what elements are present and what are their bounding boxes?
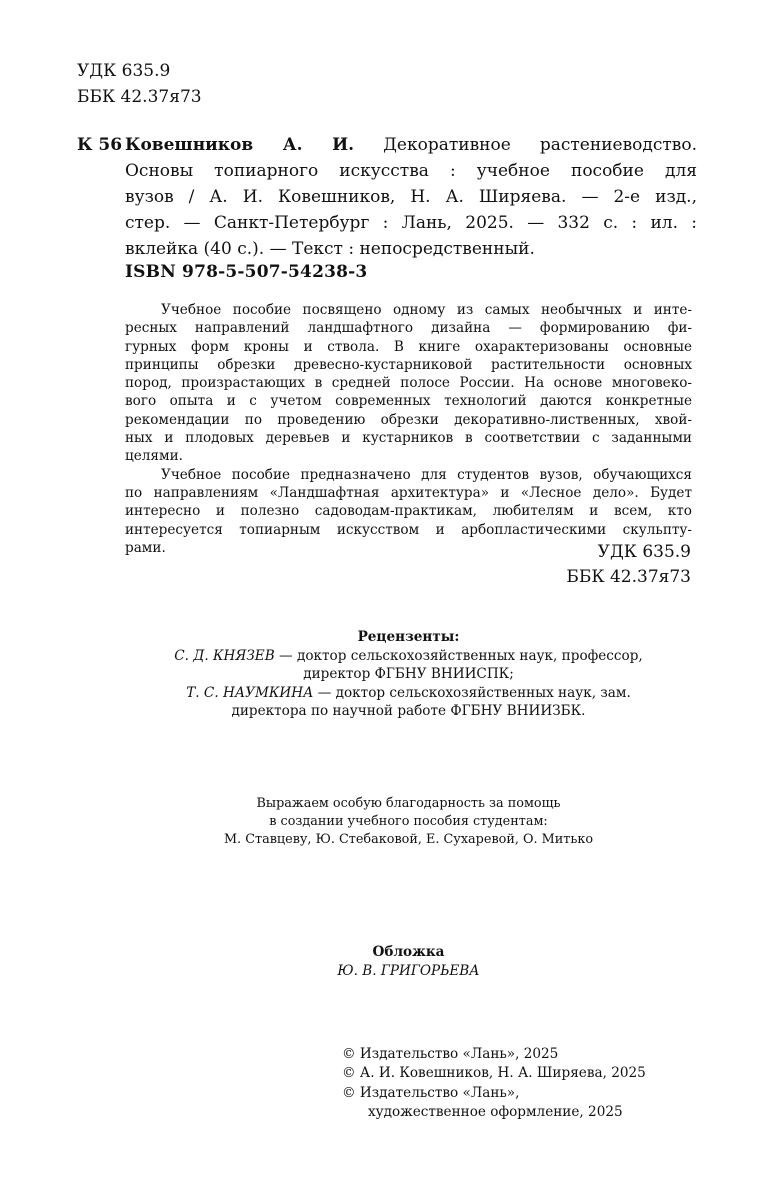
annotation-line: Учебное пособие предназначено для студентов вузов, обучающихся — [161, 466, 692, 483]
bbk-code: ББК 42.37я73 — [77, 87, 202, 107]
annotation-line: по направлениям «Ландшафтная архитектура» и «Лесное дело». Будет — [125, 484, 692, 501]
entry-line: вклейка (40 с.). — Текст : непосредственный. — [125, 239, 535, 259]
annotation-line: интересно и полезно садоводам-практикам, любителям и всем, кто — [125, 503, 692, 520]
book-title: Декоративное растениеводство. — [354, 135, 697, 155]
cover-heading: Обложка — [372, 944, 445, 960]
reviewer-description: — доктор сельскохозяйственных наук, профессор, — [274, 647, 643, 664]
entry-line: стер. — Санкт-Петербург : Лань, 2025. — 332 с. : ил. : — [125, 213, 697, 233]
copyright-line: художественное оформление, 2025 — [368, 1103, 623, 1120]
cover-credit — [125, 943, 692, 980]
bbk-code: ББК 42.37я73 — [566, 567, 691, 587]
annotation-line: вого опыта и с учетом современных технологий даются конкретные — [125, 393, 692, 410]
annotation-line: рекомендации по проведению обрезки декоративно-лиственных, хвой- — [125, 411, 692, 428]
annotation-line: интересуется топиарным искусством и арбопластическими скульпту- — [125, 521, 692, 538]
annotation-line: гурных форм кроны и ствола. В книге охарактеризованы основные — [125, 338, 692, 355]
author-mark: К 56 — [77, 135, 123, 155]
udk-code: УДК 635.9 — [77, 61, 171, 81]
annotation-line: ресных направлений ландшафтного дизайна — формированию фи- — [125, 320, 692, 337]
reviewer-line — [125, 684, 692, 703]
entry-line: вузов / А. И. Ковешников, Н. А. Ширяева. — 2-е изд., — [125, 187, 697, 207]
entry-line: Основы топиарного искусства : учебное пособие для — [125, 161, 697, 181]
acknowledgement-line: М. Ставцеву, Ю. Стебаковой, Е. Сухаревой, О. Митько — [223, 832, 594, 847]
reviewers-block — [125, 628, 692, 721]
annotation-line: пород, произрастающих в средней полосе России. На основе многовеко- — [125, 375, 692, 392]
reviewer-name: С. Д. КНЯЗЕВ — [174, 647, 275, 664]
reviewer-name: Т. С. НАУМКИНА — [186, 684, 314, 701]
annotation-line: целями. — [125, 448, 183, 465]
reviewer-line: директора по научной работе ФГБНУ ВНИИЗБК. — [231, 703, 586, 719]
reviewers-heading: Рецензенты: — [357, 629, 460, 645]
entry-line — [125, 132, 697, 158]
annotation-line: принципы обрезки древесно-кустарниковой растительности основных — [125, 356, 692, 373]
acknowledgements — [125, 795, 692, 849]
copyright-line: © Издательство «Лань», 2025 — [342, 1046, 559, 1062]
copyright-block — [342, 1045, 646, 1122]
reviewer-line: директор ФГБНУ ВНИИСПК; — [303, 666, 514, 682]
udk-code: УДК 635.9 — [597, 542, 691, 562]
copyright-line: © Издательство «Лань», — [342, 1084, 520, 1101]
author-name: Ковешников А. И. — [125, 135, 355, 155]
reviewer-line — [125, 647, 692, 666]
annotation-line: ных и плодовых деревьев и кустарников в соответствии с заданными — [125, 430, 692, 447]
classification-codes-top — [77, 58, 202, 110]
classification-codes-bottom — [566, 540, 691, 590]
acknowledgement-line: в создании учебного пособия студентам: — [269, 814, 548, 829]
isbn: ISBN 978-5-507-54238-3 — [125, 262, 368, 282]
acknowledgement-line: Выражаем особую благодарность за помощь — [256, 796, 561, 811]
bibliographic-description — [125, 132, 697, 262]
cover-designer: Ю. В. ГРИГОРЬЕВА — [337, 962, 480, 979]
annotation-line: рами. — [125, 539, 166, 556]
reviewer-description: — доктор сельскохозяйственных наук, зам. — [313, 684, 631, 701]
copyright-line: © А. И. Ковешников, Н. А. Ширяева, 2025 — [342, 1065, 646, 1082]
annotation-line: Учебное пособие посвящено одному из самых необычных и инте- — [161, 302, 692, 318]
annotation — [125, 301, 692, 557]
